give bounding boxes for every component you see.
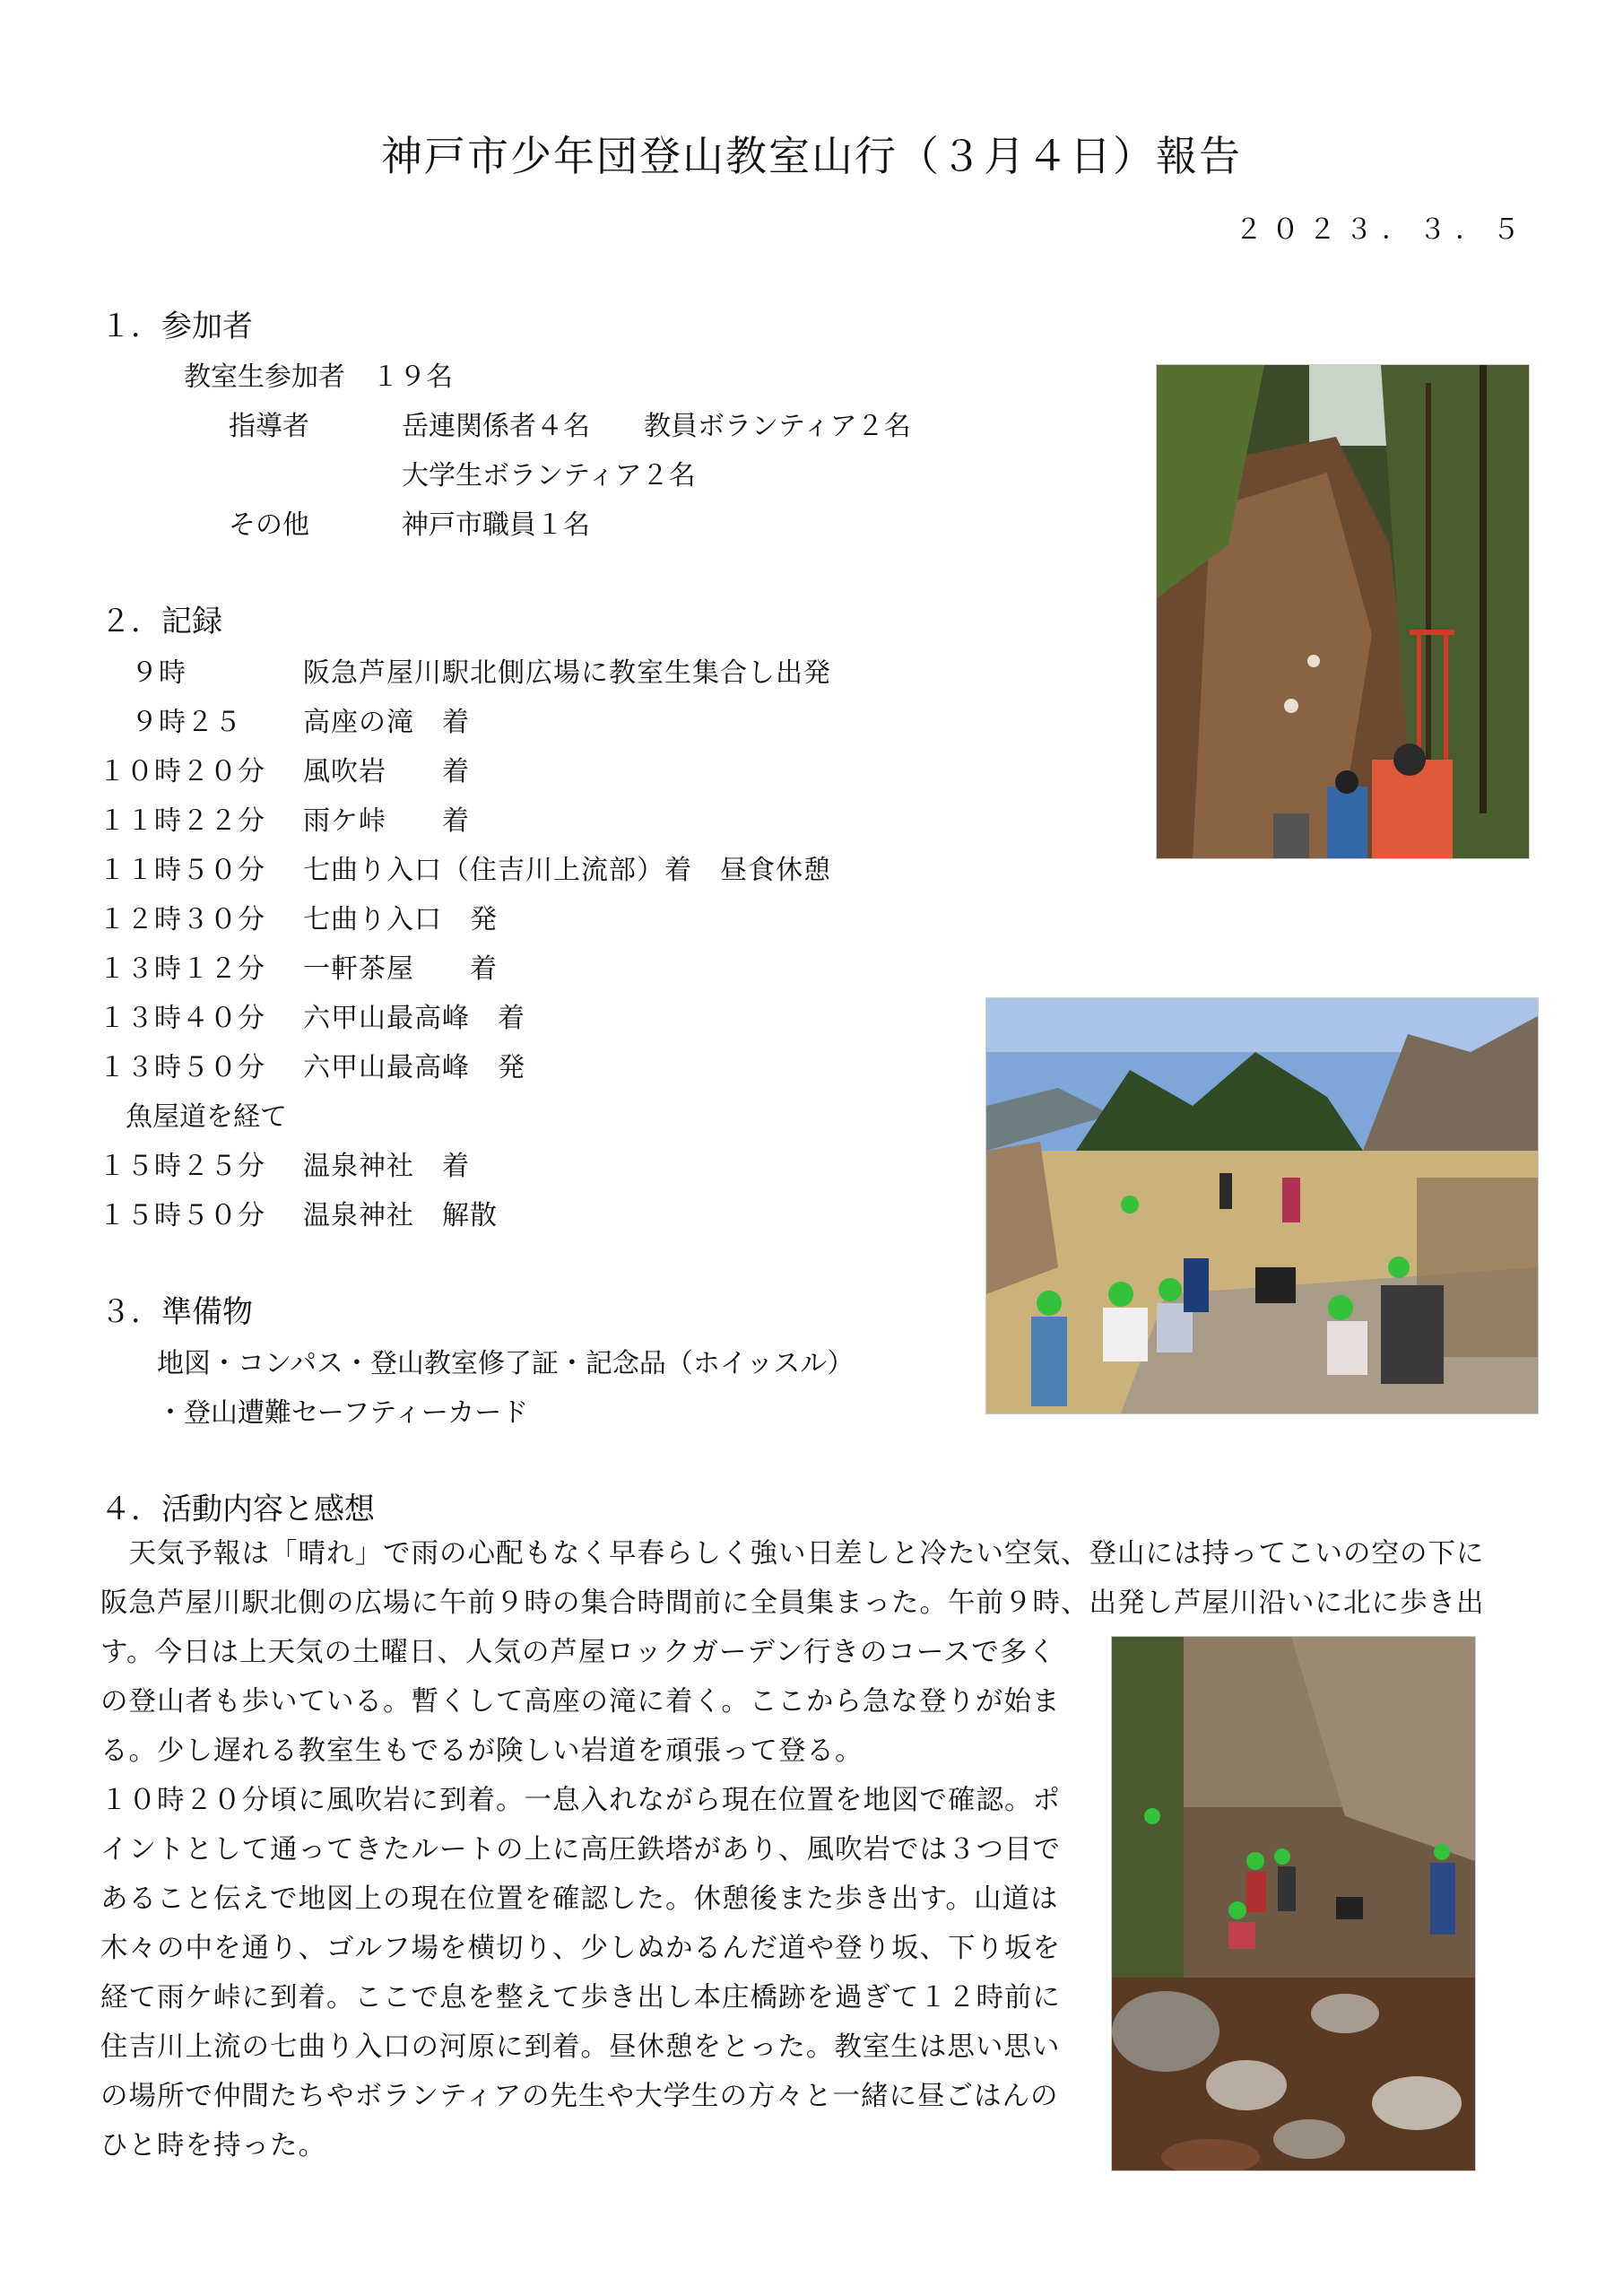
paragraph-line: す。今日は上天気の土曜日、人気の芦屋ロックガーデン行きのコースで多く	[100, 1637, 1056, 1668]
record-event: 雨ケ峠 着	[303, 805, 470, 837]
record-row	[99, 848, 831, 887]
paragraph-line: ひと時を持った。	[100, 2130, 326, 2161]
record-time: １３時１２分	[99, 953, 265, 985]
paragraph-line: の登山者も歩いている。暫くして高座の滝に着く。ここから急な登りが始ま	[100, 1686, 1061, 1718]
photo-riverbed-lunch-image	[1112, 1637, 1475, 2170]
document-date: ２０２３．３．５	[1235, 213, 1529, 246]
record-row	[99, 749, 470, 788]
record-row	[99, 650, 831, 690]
equipment-line1: 地図・コンパス・登山教室修了証・記念品（ホイッスル）	[157, 1348, 855, 1379]
record-event: 高座の滝 着	[303, 707, 470, 738]
paragraph-line: の場所で仲間たちやボランティアの先生や大学生の方々と一緒に昼ごはんの	[100, 2081, 1059, 2112]
paragraph-line: る。少し遅れる教室生もでるが険しい岩道を頑張って登る。	[100, 1735, 864, 1767]
section2-heading: ２．記録	[100, 604, 222, 639]
record-time: １１時２２分	[99, 805, 265, 837]
photo-riverbed-lunch	[1112, 1637, 1475, 2170]
record-event: 一軒茶屋 着	[303, 953, 498, 985]
document-title: 神戸市少年団登山教室山行（３月４日）報告	[381, 132, 1242, 180]
paragraph-line: 住吉川上流の七曲り入口の河原に到着。昼休憩をとった。教室生は思い思い	[100, 2031, 1061, 2063]
record-row	[99, 700, 470, 739]
record-row	[99, 946, 498, 986]
record-time: １３時５０分	[99, 1052, 265, 1083]
section3-heading: ３．準備物	[100, 1294, 253, 1330]
record-row	[99, 1045, 525, 1084]
record-event: 七曲り入口 発	[303, 904, 498, 935]
record-time: １２時３０分	[99, 904, 265, 935]
record-time: １３時４０分	[99, 1003, 265, 1034]
record-time: １１時５０分	[99, 855, 265, 886]
record-event: 阪急芦屋川駅北側広場に教室生集合し出発	[303, 657, 831, 689]
record-row	[99, 1144, 470, 1183]
via-route: 魚屋道を経て	[126, 1101, 287, 1133]
photo-summit-group-image	[986, 998, 1538, 1413]
record-row	[99, 1193, 498, 1232]
equipment-line2: ・登山遭難セーフティーカード	[157, 1397, 529, 1429]
leader-label: 指導者	[229, 411, 309, 442]
paragraph-line: 木々の中を通り、ゴルフ場を横切り、少しぬかるんだ道や登り坂、下り坂を	[100, 1933, 1061, 1964]
leaders-line1: 岳連関係者４名 教員ボランティア２名	[402, 411, 911, 442]
paragraph-line: イントとして通ってきたルートの上に高圧鉄塔があり、風吹岩では３つ目で	[100, 1834, 1061, 1866]
record-event: 温泉神社 着	[303, 1151, 470, 1182]
students-count: 教室生参加者 １９名	[184, 361, 453, 393]
section1-heading: １．参加者	[100, 309, 253, 344]
photo-summit-group	[986, 998, 1538, 1413]
record-time: ９時２５	[131, 707, 242, 738]
photo-forest-trail-image	[1157, 365, 1529, 858]
record-event: 七曲り入口（住吉川上流部）着 昼食休憩	[303, 855, 831, 886]
record-time: １０時２０分	[99, 756, 265, 787]
other-label: その他	[229, 509, 309, 541]
photo-forest-trail	[1157, 365, 1529, 858]
record-time: １５時２５分	[99, 1151, 265, 1182]
section4-heading: ４．活動内容と感想	[100, 1492, 375, 1527]
record-time: １５時５０分	[99, 1200, 265, 1231]
record-event: 温泉神社 解散	[303, 1200, 498, 1231]
record-row	[99, 897, 498, 936]
record-event: 六甲山最高峰 発	[303, 1052, 525, 1083]
record-event: 六甲山最高峰 着	[303, 1003, 525, 1034]
leaders-line2: 大学生ボランティア２名	[402, 460, 696, 491]
record-row	[99, 798, 470, 838]
record-row	[99, 996, 525, 1035]
record-event: 風吹岩 着	[303, 756, 470, 787]
other-value: 神戸市職員１名	[402, 509, 590, 541]
paragraph-line: 経て雨ケ峠に到着。ここで息を整えて歩き出し本庄橋跡を過ぎて１２時前に	[100, 1982, 1061, 2013]
paragraph-line: 阪急芦屋川駅北側の広場に午前９時の集合時間前に全員集まった。午前９時、出発し芦屋川沿いに北に歩き出	[100, 1587, 1485, 1619]
paragraph-line: あること伝えで地図上の現在位置を確認した。休憩後また歩き出す。山道は	[100, 1883, 1059, 1915]
paragraph-line: 天気予報は「晴れ」で雨の心配もなく早春らしく強い日差しと冷たい空気、登山には持ってこいの空の下に	[100, 1538, 1485, 1570]
record-time: ９時	[131, 657, 187, 689]
paragraph-line: １０時２０分頃に風吹岩に到着。一息入れながら現在位置を地図で確認。ポ	[100, 1785, 1061, 1816]
